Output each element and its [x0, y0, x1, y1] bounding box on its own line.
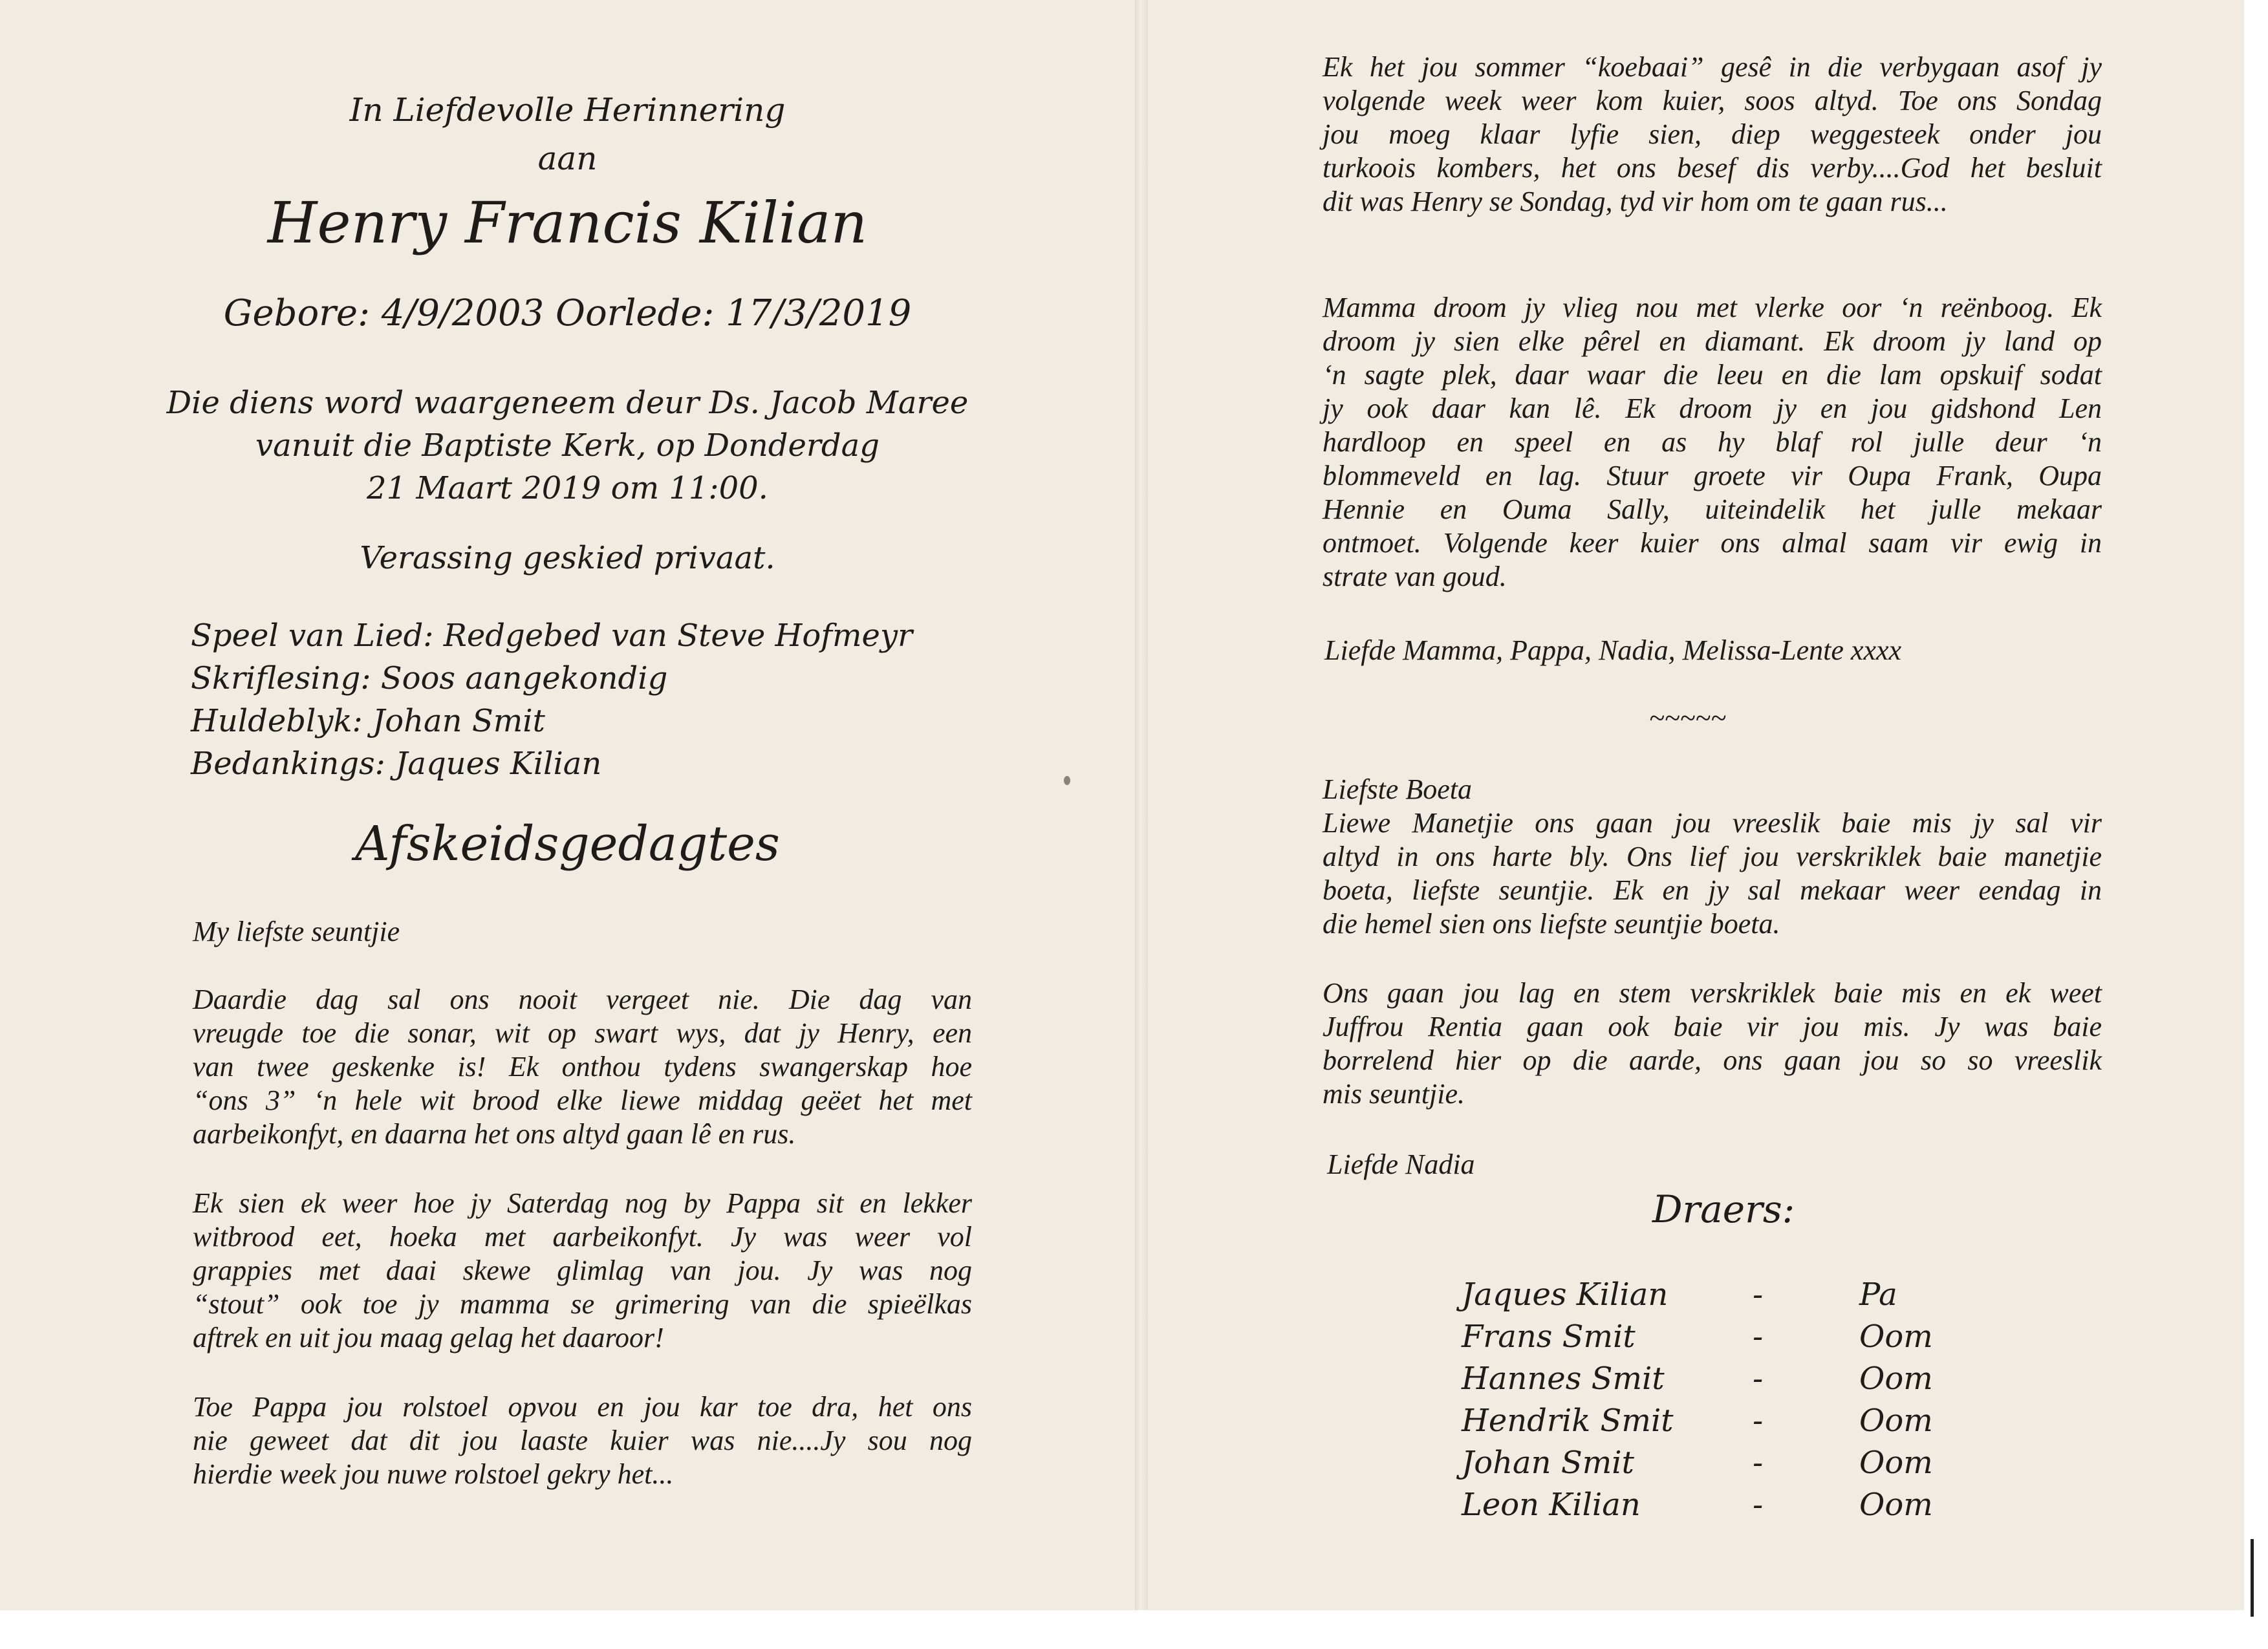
text-line: turkoois kombers, het ons besef dis verby....God het besluit [1323, 152, 2102, 184]
text-line: Daardie dag sal ons nooit vergeet nie. Die dag van [193, 984, 972, 1015]
program-item: Speel van Lied: Redgebed van Steve Hofmeyr [191, 618, 913, 654]
bearer-dash: - [1753, 1403, 1764, 1439]
farewell-paragraph-6 [1323, 773, 2102, 941]
bearer-dash: - [1753, 1445, 1764, 1481]
text-line: aarbeikonfyt, en daarna het ons altyd gaan lê en rus. [193, 1118, 796, 1150]
bearer-name: Frans Smit [1462, 1319, 1636, 1355]
scan-margin [2244, 0, 2268, 1649]
bearer-name: Leon Kilian [1462, 1487, 1641, 1523]
bearer-name: Hannes Smit [1462, 1361, 1665, 1397]
bearer-name: Hendrik Smit [1462, 1403, 1674, 1439]
text-line: volgende week weer kom kuier, soos altyd. Toe ons Sondag [1323, 85, 2102, 116]
text-line: strate van goud. [1323, 561, 1507, 592]
text-line: ontmoet. Volgende keer kuier ons almal saam vir ewig in [1323, 527, 2102, 559]
program-item: Skriflesing: Soos aangekondig [191, 660, 668, 696]
bearer-row [1462, 1484, 1979, 1526]
scan-edge-mark [2251, 1539, 2254, 1617]
left-page [0, 0, 1135, 1610]
signature-nadia: Liefde Nadia [1327, 1148, 1475, 1180]
text-line: jou moeg klaar lyfie sien, diep weggesteek onder jou [1323, 118, 2102, 150]
bearer-dash: - [1753, 1277, 1764, 1313]
text-line: Mamma droom jy vlieg nou met vlerke oor ‘n reënboog. Ek [1323, 292, 2102, 323]
service-details [0, 382, 1135, 510]
text-line: hierdie week jou nuwe rolstoel gekry het... [193, 1458, 674, 1490]
text-line: blommeveld en lag. Stuur groete vir Oupa Frank, Oupa [1323, 460, 2102, 491]
text-line: jy ook daar kan lê. Ek droom jy en jou gidshond Len [1323, 393, 2102, 424]
bearer-relation: Oom [1859, 1403, 1933, 1439]
paper-mark [1064, 776, 1070, 785]
program-item: Bedankings: Jaques Kilian [191, 746, 602, 782]
text-line: Liewe Manetjie ons gaan jou vreeslik baie mis jy sal vir [1323, 807, 2102, 839]
text-line: borrelend hier op die aarde, ons gaan jou so so vreeslik [1323, 1044, 2102, 1076]
text-line: Liefste Boeta [1323, 773, 1472, 805]
salutation: My liefste seuntjie [193, 916, 400, 947]
service-line: vanuit die Baptiste Kerk, op Donderdag [255, 427, 880, 464]
farewell-paragraph-4 [1323, 50, 2102, 219]
service-line: 21 Maart 2019 om 11:00. [367, 470, 768, 506]
deceased-name: Henry Francis Kilian [267, 189, 868, 256]
text-line: nie geweet dat dit jou laaste kuier was nie....Jy sou nog [193, 1425, 972, 1456]
text-line: vreugde toe die sonar, wit op swart wys, dat jy Henry, een [193, 1017, 972, 1049]
birth-death-dates: Gebore: 4/9/2003 Oorlede: 17/3/2019 [223, 292, 912, 334]
text-line: “stout” ook toe jy mamma se grimering van die spieëlkas [193, 1288, 972, 1320]
bearer-name: Johan Smit [1462, 1445, 1634, 1481]
memorial-heading: In Liefdevolle Herinnering [349, 91, 786, 129]
text-line: Hennie en Ouma Sally, uiteindelik het julle mekaar [1323, 493, 2102, 525]
bearer-dash: - [1753, 1487, 1764, 1523]
program-item: Huldeblyk: Johan Smit [191, 703, 545, 739]
text-line: hardloop en speel en as hy blaf rol julle deur ‘n [1323, 426, 2102, 458]
text-line: ‘n sagte plek, daar waar die leeu en die lam opskuif sodat [1323, 359, 2102, 391]
bearer-row [1462, 1274, 1979, 1316]
bearer-row [1462, 1442, 1979, 1484]
text-line: die hemel sien ons liefste seuntjie boeta. [1323, 908, 1780, 940]
farewell-paragraph-2 [193, 1187, 972, 1355]
text-line: Ek het jou sommer “koebaai” gesê in die verbygaan asof jy [1323, 51, 2102, 83]
section-title: Afskeidsgedagtes [355, 816, 780, 872]
text-line: witbrood eet, hoeka met aarbeikonfyt. Jy was weer vol [193, 1221, 972, 1253]
bearer-dash: - [1753, 1361, 1764, 1397]
service-line: Die diens word waargeneem deur Ds. Jacob Maree [166, 385, 969, 421]
memorial-heading-aan: aan [537, 140, 598, 177]
bearer-relation: Oom [1859, 1361, 1933, 1397]
text-line: “ons 3” ‘n hele wit brood elke liewe middag geëet het met [193, 1084, 972, 1116]
farewell-paragraph-1 [193, 983, 972, 1151]
text-line: grappies met daai skewe glimlag van jou. Jy was nog [193, 1255, 972, 1286]
text-line: Ek sien ek weer hoe jy Saterdag nog by Pappa sit en lekker [193, 1187, 972, 1219]
text-line: boeta, liefste seuntjie. Ek en jy sal mekaar weer eendag in [1323, 874, 2102, 906]
bearer-name: Jaques Kilian [1462, 1277, 1669, 1313]
bearer-row [1462, 1358, 1979, 1400]
farewell-paragraph-7 [1323, 976, 2102, 1111]
text-line: Juffrou Rentia gaan ook baie vir jou mis. Jy was baie [1323, 1011, 2102, 1042]
bearer-dash: - [1753, 1319, 1764, 1355]
signature-family: Liefde Mamma, Pappa, Nadia, Melissa-Lente xxxx [1324, 634, 1902, 666]
bearers-list [1462, 1274, 1979, 1526]
farewell-paragraph-3 [193, 1390, 972, 1491]
farewell-paragraph-5 [1323, 291, 2102, 594]
bearer-relation: Pa [1859, 1277, 1897, 1313]
text-line: van twee geskenke is! Ek onthou tydens swangerskap hoe [193, 1051, 972, 1083]
service-program [191, 614, 913, 785]
bearer-relation: Oom [1859, 1445, 1933, 1481]
divider: ~~~~~ [1649, 702, 1727, 734]
bearers-title: Draers: [1652, 1187, 1795, 1231]
page-fold [1135, 0, 1148, 1610]
text-line: altyd in ons harte bly. Ons lief jou verskriklek baie manetjie [1323, 841, 2102, 872]
bearer-row [1462, 1316, 1979, 1358]
text-line: mis seuntjie. [1323, 1078, 1465, 1110]
bearer-row [1462, 1400, 1979, 1442]
bearer-relation: Oom [1859, 1487, 1933, 1523]
text-line: droom jy sien elke pêrel en diamant. Ek droom jy land op [1323, 325, 2102, 357]
text-line: Toe Pappa jou rolstoel opvou en jou kar toe dra, het ons [193, 1391, 972, 1423]
text-line: aftrek en uit jou maag gelag het daaroor! [193, 1322, 664, 1353]
text-line: Ons gaan jou lag en stem verskriklek baie mis en ek weet [1323, 977, 2102, 1009]
bearer-relation: Oom [1859, 1319, 1933, 1355]
cremation-note: Verassing geskied privaat. [360, 540, 775, 576]
text-line: dit was Henry se Sondag, tyd vir hom om te gaan rus... [1323, 186, 1948, 217]
